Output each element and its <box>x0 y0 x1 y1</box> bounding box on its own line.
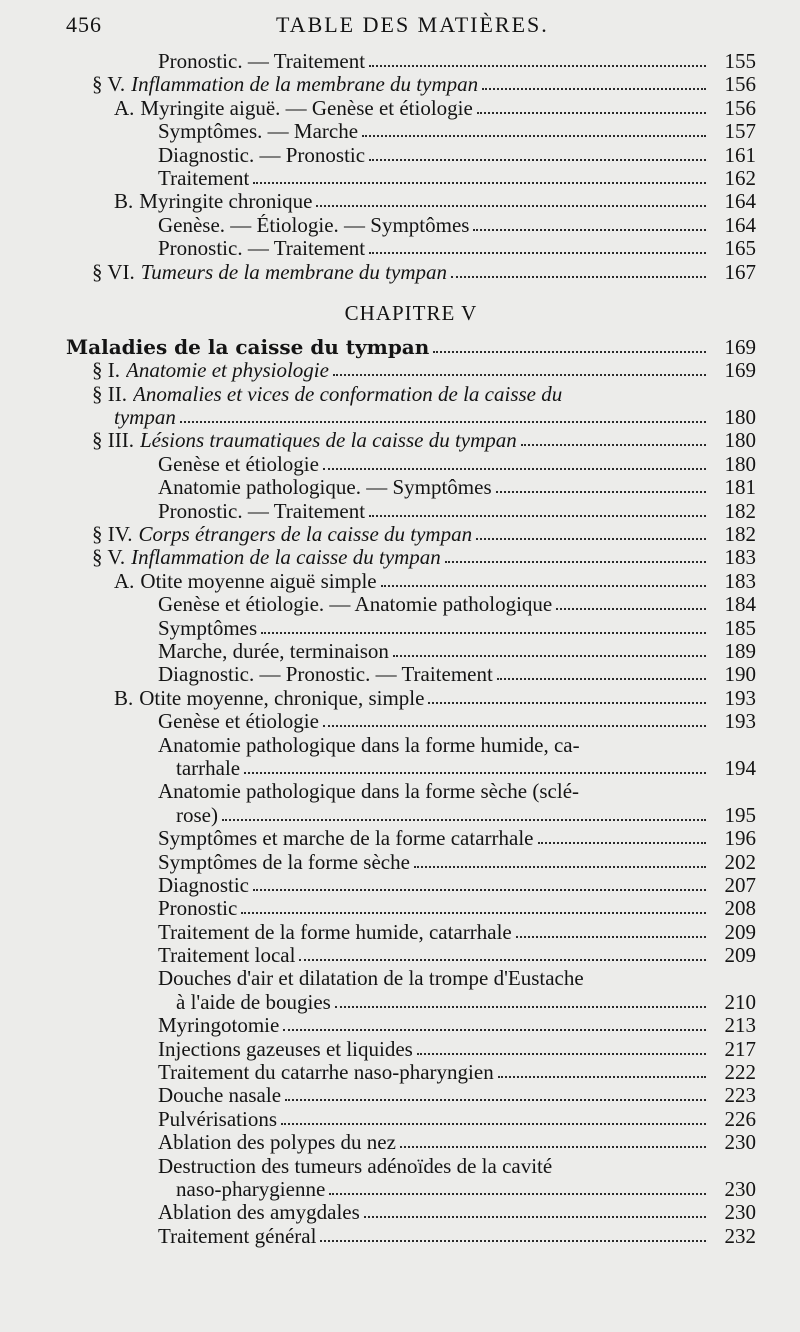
entry-page-number: 155 <box>724 49 756 73</box>
dot-leader <box>393 640 706 657</box>
toc-entry <box>66 50 756 73</box>
entry-title: Pronostic. — Traitement <box>158 237 366 261</box>
entry-title: Injections gazeuses et liquides <box>158 1037 413 1061</box>
dot-leader <box>417 1038 706 1055</box>
dot-leader <box>253 874 706 891</box>
entry-page-number: 193 <box>724 709 756 734</box>
toc-section-previous-chapter <box>66 50 756 284</box>
toc-entry <box>66 687 756 710</box>
dot-leader <box>473 214 706 231</box>
entry-page-number: 157 <box>724 119 756 144</box>
entry-title: à l'aide de bougies <box>176 990 331 1014</box>
entry-title: Diagnostic. — Pronostic. — Traitement <box>158 663 493 687</box>
section-number: A. <box>114 95 135 120</box>
entry-title: Pronostic <box>158 897 238 921</box>
toc-entry <box>66 780 756 803</box>
toc-entry <box>66 1131 756 1154</box>
dot-leader <box>445 546 706 563</box>
toc-entry <box>66 167 756 190</box>
entry-title: Traitement général <box>158 1224 317 1248</box>
toc-entry <box>66 827 756 850</box>
entry-page-number: 169 <box>724 358 756 383</box>
dot-leader <box>400 1131 706 1148</box>
entry-page-number: 193 <box>724 685 756 710</box>
chapter-heading: CHAPITRE V <box>344 300 478 325</box>
dot-leader <box>369 50 706 67</box>
dot-leader <box>323 710 706 727</box>
dot-leader <box>433 336 706 353</box>
toc-entry <box>66 734 756 757</box>
entry-page-number: 164 <box>724 189 756 214</box>
entry-page-number: 217 <box>724 1036 756 1061</box>
entry-title: Douches d'air et dilatation de la trompe d'Eustache <box>158 967 584 991</box>
entry-page-number: 156 <box>724 72 756 97</box>
entry-title: Diagnostic <box>158 873 249 897</box>
entry-title: Inflammation de la membrane du tympan <box>131 73 479 97</box>
entry-title: Myringotomie <box>158 1014 280 1038</box>
toc-entry <box>66 757 756 780</box>
entry-title: Genèse et étiologie. — Anatomie pathologique <box>158 593 553 617</box>
entry-page-number: 232 <box>724 1223 756 1248</box>
page-number: 456 <box>66 12 102 37</box>
entry-page-number: 183 <box>724 568 756 593</box>
dot-leader <box>369 500 706 517</box>
dot-leader <box>477 97 706 114</box>
section-number: A. <box>114 568 135 593</box>
entry-title: Diagnostic. — Pronostic <box>158 143 366 167</box>
dot-leader <box>285 1084 706 1101</box>
entry-title: Pulvérisations <box>158 1107 277 1131</box>
toc-entry <box>66 921 756 944</box>
toc-entry <box>66 429 756 452</box>
entry-title: tympan <box>114 406 176 430</box>
toc-entry <box>66 336 756 359</box>
entry-page-number: 189 <box>724 638 756 663</box>
entry-title: Traitement <box>158 166 250 190</box>
toc-entry <box>66 1108 756 1131</box>
dot-leader <box>222 804 706 821</box>
entry-title: Anatomie et physiologie <box>126 359 329 383</box>
dot-leader <box>329 1178 706 1195</box>
entry-title: Otite moyenne, chronique, simple <box>139 686 425 710</box>
entry-title: Anatomie pathologique. — Symptômes <box>158 476 492 500</box>
entry-title: Pronostic. — Traitement <box>158 499 366 523</box>
toc-entry <box>66 500 756 523</box>
entry-page-number: 230 <box>724 1176 756 1201</box>
dot-leader <box>521 429 706 446</box>
entry-title: Anomalies et vices de conformation de la caisse du <box>133 382 563 406</box>
entry-title: rose) <box>176 803 218 827</box>
entry-page-number: 195 <box>724 802 756 827</box>
entry-page-number: 156 <box>724 95 756 120</box>
toc-entry <box>66 97 756 120</box>
section-number: § V. <box>92 545 126 570</box>
toc-entry <box>66 261 756 284</box>
dot-leader <box>180 406 706 423</box>
dot-leader <box>241 897 706 914</box>
entry-page-number: 190 <box>724 662 756 687</box>
toc-entry <box>66 967 756 990</box>
entry-title: Destruction des tumeurs adénoïdes de la cavité <box>158 1154 553 1178</box>
entry-title: Anatomie pathologique dans la forme sèche (sclé- <box>158 780 580 804</box>
entry-title: Myringite aiguë. — Genèse et étiologie <box>140 96 473 120</box>
entry-page-number: 207 <box>724 872 756 897</box>
entry-page-number: 210 <box>724 989 756 1014</box>
entry-page-number: 181 <box>724 475 756 500</box>
entry-page-number: 226 <box>724 1106 756 1131</box>
entry-page-number: 223 <box>724 1083 756 1108</box>
entry-page-number: 180 <box>724 428 756 453</box>
section-number: B. <box>114 189 134 214</box>
page-header <box>66 8 756 42</box>
entry-title: Genèse et étiologie <box>158 710 319 734</box>
entry-page-number: 202 <box>724 849 756 874</box>
dot-leader <box>369 144 706 161</box>
entry-page-number: 180 <box>724 405 756 430</box>
toc-entry <box>66 1038 756 1061</box>
entry-title: Tumeurs de la membrane du tympan <box>140 260 448 284</box>
dot-leader <box>476 523 706 540</box>
entry-page-number: 194 <box>724 755 756 780</box>
entry-title: Otite moyenne aiguë simple <box>140 569 377 593</box>
dot-leader <box>362 120 706 137</box>
entry-title: Genèse et étiologie <box>158 452 319 476</box>
entry-page-number: 161 <box>724 142 756 167</box>
dot-leader <box>496 476 706 493</box>
entry-page-number: 208 <box>724 896 756 921</box>
dot-leader <box>335 991 706 1008</box>
entry-page-number: 183 <box>724 545 756 570</box>
toc-entry <box>66 710 756 733</box>
dot-leader <box>244 757 706 774</box>
toc-entry <box>66 663 756 686</box>
section-number: § III. <box>92 428 134 453</box>
dot-leader <box>320 1225 706 1242</box>
entry-title: Genèse. — Étiologie. — Symptômes <box>158 213 470 237</box>
entry-page-number: 167 <box>724 259 756 284</box>
entry-title: Symptômes. — Marche <box>158 120 359 144</box>
dot-leader <box>299 944 706 961</box>
toc-entry <box>66 640 756 663</box>
dot-leader <box>538 827 707 844</box>
entry-page-number: 209 <box>724 943 756 968</box>
toc-entry <box>66 851 756 874</box>
entry-page-number: 165 <box>724 236 756 261</box>
toc-entry <box>66 476 756 499</box>
toc-entry <box>66 359 756 382</box>
table-of-contents <box>66 50 756 1248</box>
running-title: TABLE DES MATIÈRES. <box>276 12 549 37</box>
toc-entry <box>66 190 756 213</box>
entry-title: Symptômes et marche de la forme catarrhale <box>158 827 534 851</box>
toc-entry <box>66 1084 756 1107</box>
entry-title: naso-pharygienne <box>176 1177 326 1201</box>
toc-entry <box>66 120 756 143</box>
toc-entry <box>66 1201 756 1224</box>
entry-title: Symptômes de la forme sèche <box>158 850 410 874</box>
toc-entry <box>66 453 756 476</box>
entry-title: Inflammation de la caisse du tympan <box>131 546 441 570</box>
section-number: § IV. <box>92 522 133 547</box>
dot-leader <box>414 851 706 868</box>
entry-title: Anatomie pathologique dans la forme humide, ca- <box>158 733 580 757</box>
entry-page-number: 209 <box>724 919 756 944</box>
entry-page-number: 164 <box>724 212 756 237</box>
toc-entry <box>66 570 756 593</box>
entry-page-number: 162 <box>724 165 756 190</box>
entry-title: Ablation des polypes du nez <box>158 1131 396 1155</box>
entry-page-number: 213 <box>724 1013 756 1038</box>
toc-entry <box>66 406 756 429</box>
entry-title: Myringite chronique <box>139 190 313 214</box>
entry-page-number: 230 <box>724 1130 756 1155</box>
toc-entry <box>66 1178 756 1201</box>
toc-entry <box>66 804 756 827</box>
entry-title: Pronostic. — Traitement <box>158 50 366 73</box>
entry-title: Douche nasale <box>158 1084 282 1108</box>
dot-leader <box>369 237 706 254</box>
entry-title: Traitement du catarrhe naso-pharyngien <box>158 1061 494 1085</box>
toc-entry <box>66 73 756 96</box>
dot-leader <box>516 921 706 938</box>
dot-leader <box>364 1201 706 1218</box>
entry-title: Traitement local <box>158 944 296 968</box>
entry-page-number: 180 <box>724 451 756 476</box>
entry-title: Symptômes <box>158 616 258 640</box>
entry-title: Ablation des amygdales <box>158 1201 360 1225</box>
toc-entry <box>66 617 756 640</box>
dot-leader <box>451 261 706 278</box>
toc-entry <box>66 944 756 967</box>
entry-title: Traitement de la forme humide, catarrhale <box>158 920 512 944</box>
toc-entry <box>66 874 756 897</box>
dot-leader <box>316 190 706 207</box>
toc-entry <box>66 546 756 569</box>
entry-title: Marche, durée, terminaison <box>158 639 389 663</box>
toc-entry <box>66 1225 756 1248</box>
entry-page-number: 222 <box>724 1060 756 1085</box>
section-number: § V. <box>92 72 126 97</box>
dot-leader <box>428 687 706 704</box>
toc-entry <box>66 1014 756 1037</box>
section-number: § II. <box>92 381 127 406</box>
dot-leader <box>381 570 706 587</box>
entry-page-number: 182 <box>724 498 756 523</box>
toc-entry <box>66 1061 756 1084</box>
section-number: § VI. <box>92 259 135 284</box>
dot-leader <box>482 73 706 90</box>
dot-leader <box>498 1061 706 1078</box>
entry-page-number: 230 <box>724 1200 756 1225</box>
dot-leader <box>253 167 706 184</box>
entry-title: Corps étrangers de la caisse du tympan <box>138 523 473 547</box>
toc-entry <box>66 523 756 546</box>
toc-entry <box>66 214 756 237</box>
dot-leader <box>261 617 706 634</box>
entry-page-number: 185 <box>724 615 756 640</box>
toc-entry <box>66 1155 756 1178</box>
dot-leader <box>497 663 706 680</box>
toc-entry <box>66 593 756 616</box>
dot-leader <box>283 1014 706 1031</box>
toc-entry <box>66 237 756 260</box>
toc-entry <box>66 991 756 1014</box>
dot-leader <box>556 593 706 610</box>
entry-page-number: 196 <box>724 826 756 851</box>
dot-leader <box>333 359 706 376</box>
toc-entry <box>66 144 756 167</box>
entry-title: tarrhale <box>176 756 241 780</box>
section-number: B. <box>114 685 134 710</box>
dot-leader <box>323 453 706 470</box>
dot-leader <box>281 1108 706 1125</box>
entry-title: Lésions traumatiques de la caisse du tympan <box>139 429 517 453</box>
entry-title: Maladies de la caisse du tympan <box>66 335 430 359</box>
entry-page-number: 169 <box>724 334 756 359</box>
toc-entry <box>66 383 756 406</box>
toc-entry <box>66 897 756 920</box>
entry-page-number: 182 <box>724 522 756 547</box>
toc-section-chapter-v <box>66 336 756 1248</box>
section-number: § I. <box>92 358 120 383</box>
entry-page-number: 184 <box>724 592 756 617</box>
